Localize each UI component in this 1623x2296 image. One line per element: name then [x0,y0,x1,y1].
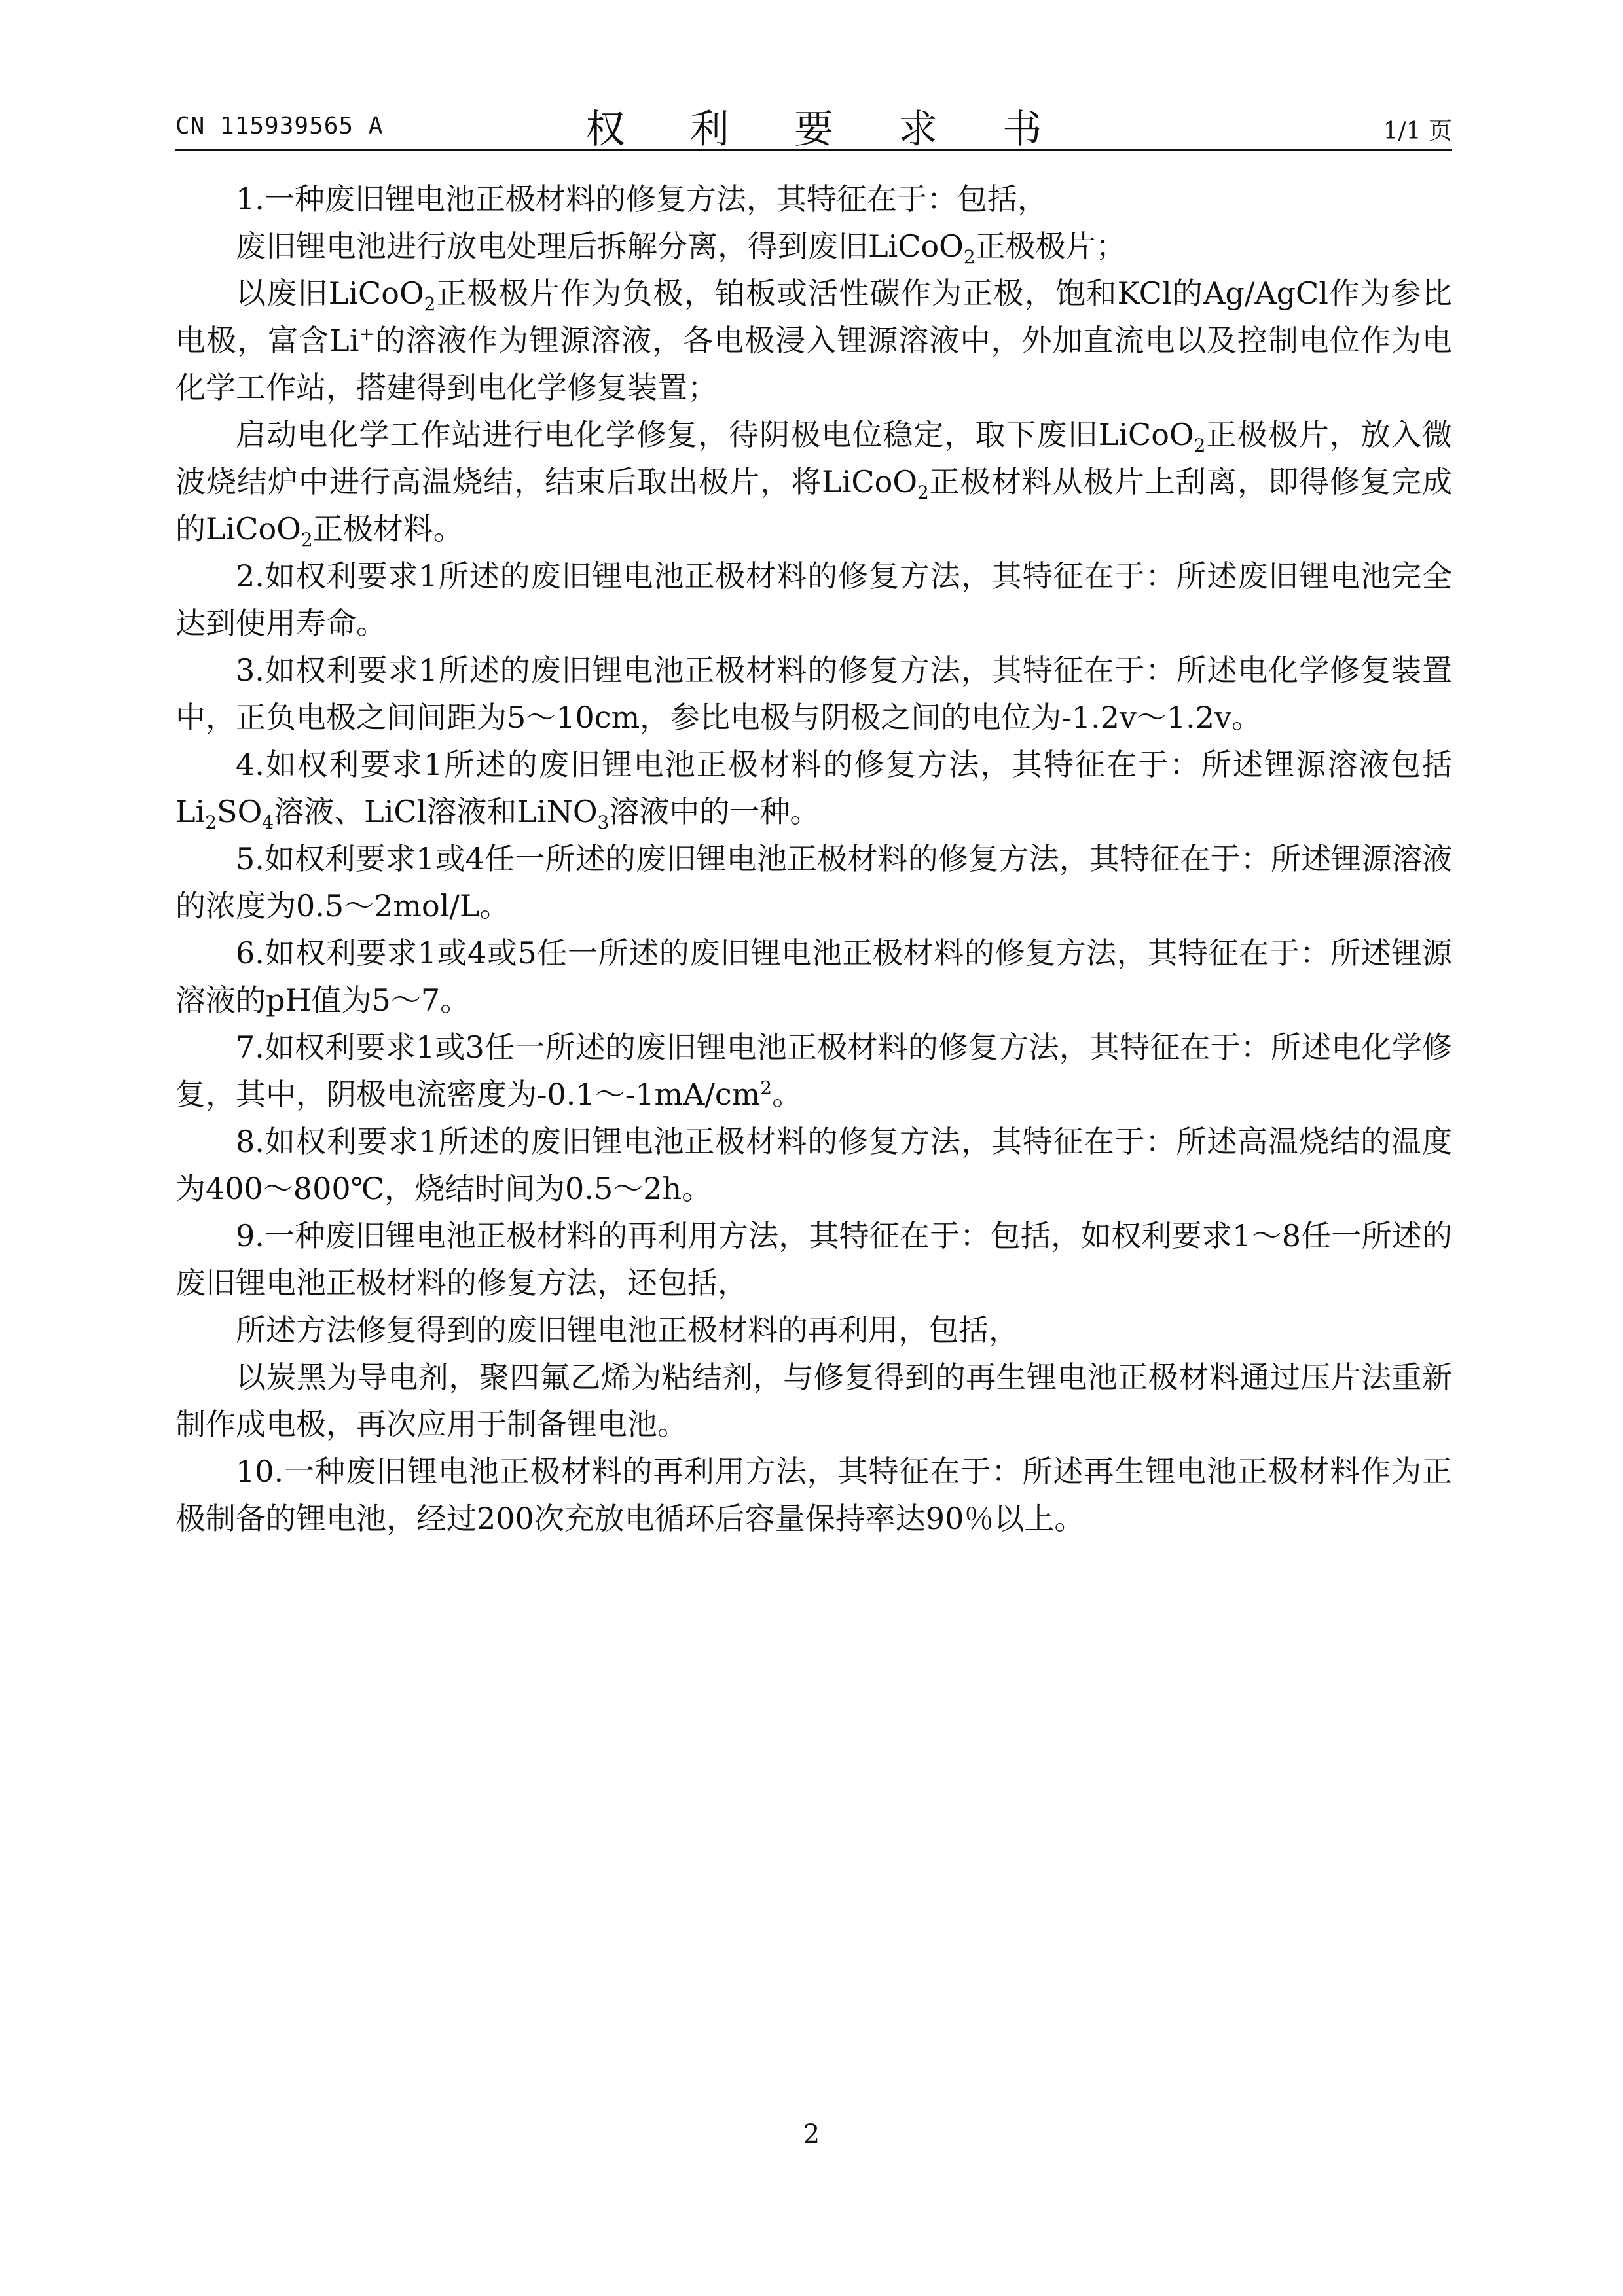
claim-paragraph: 6.如权利要求1或4或5任一所述的废旧锂电池正极材料的修复方法，其特征在于：所述锂源溶液的pH值为5～7。 [175,935,1452,1018]
claim-paragraph: 9.一种废旧锂电池正极材料的再利用方法，其特征在于：包括，如权利要求1～8任一所述的废旧锂电池正极材料的修复方法，还包括， [175,1218,1452,1300]
header-divider [175,149,1452,151]
claim-paragraph: 10.一种废旧锂电池正极材料的再利用方法，其特征在于：所述再生锂电池正极材料作为正极制备的锂电池，经过200次充放电循环后容量保持率达90％以上。 [175,1454,1452,1536]
claims-body [175,175,1452,1542]
claim-paragraph: 7.如权利要求1或3任一所述的废旧锂电池正极材料的修复方法，其特征在于：所述电化学修复，其中，阴极电流密度为$-0.1\sim-1mA/cm^2$。 [175,1030,1452,1112]
claim-paragraph: 启动电化学工作站进行电化学修复，待阴极电位稳定，取下废旧LiCoO$_2$正极极片，放入微波烧结炉中进行高温烧结，结束后取出极片，将LiCoO$_2$正极材料从极片上刮离，即得修复完成的LiCoO$_2$正极材料。 [175,417,1452,551]
page-title: 权 利 要 求 书 [585,107,1068,152]
claim-paragraph: 4.如权利要求1所述的废旧锂电池正极材料的修复方法，其特征在于：所述锂源溶液包括$Li_2SO_4$溶液、LiCl溶液和LiNO$_3$溶液中的一种。 [175,747,1452,834]
claim-paragraph: 1.一种废旧锂电池正极材料的修复方法，其特征在于：包括， [236,181,1048,217]
claim-paragraph: 5.如权利要求1或4任一所述的废旧锂电池正极材料的修复方法，其特征在于：所述锂源溶液的浓度为0.5～2mol/L。 [175,841,1452,924]
page-number: 2 [803,2119,820,2149]
page-indicator: 1/1 页 [1383,118,1452,145]
claim-paragraph: 3.如权利要求1所述的废旧锂电池正极材料的修复方法，其特征在于：所述电化学修复装置中，正负电极之间间距为5～10cm，参比电极与阴极之间的电位为-1.2v～1.2v。 [175,653,1452,735]
document-number: CN 115939565 A [175,113,384,139]
claim-paragraph: 废旧锂电池进行放电处理后拆解分离，得到废旧LiCoO$_2$正极极片； [236,228,1126,268]
page-header [175,98,1452,151]
claim-paragraph: 2.如权利要求1所述的废旧锂电池正极材料的修复方法，其特征在于：所述废旧锂电池完全达到使用寿命。 [175,558,1452,641]
claim-paragraph: 所述方法修复得到的废旧锂电池正极材料的再利用，包括， [236,1312,1019,1348]
claim-paragraph: 以炭黑为导电剂，聚四氟乙烯为粘结剂，与修复得到的再生锂电池正极材料通过压片法重新制作成电极，再次应用于制备锂电池。 [175,1359,1452,1442]
claim-paragraph: 8.如权利要求1所述的废旧锂电池正极材料的修复方法，其特征在于：所述高温烧结的温度为400～800℃，烧结时间为0.5～2h。 [175,1124,1452,1206]
claim-paragraph: 以废旧LiCoO$_2$正极极片作为负极，铂板或活性碳作为正极，饱和KCl的Ag/AgCl作为参比电极，富含Li+的溶液作为锂源溶液，各电极浸入锂源溶液中，外加直流电以及控制电位作为电化学工作站，搭建得到电化学修复装置； [175,276,1452,405]
